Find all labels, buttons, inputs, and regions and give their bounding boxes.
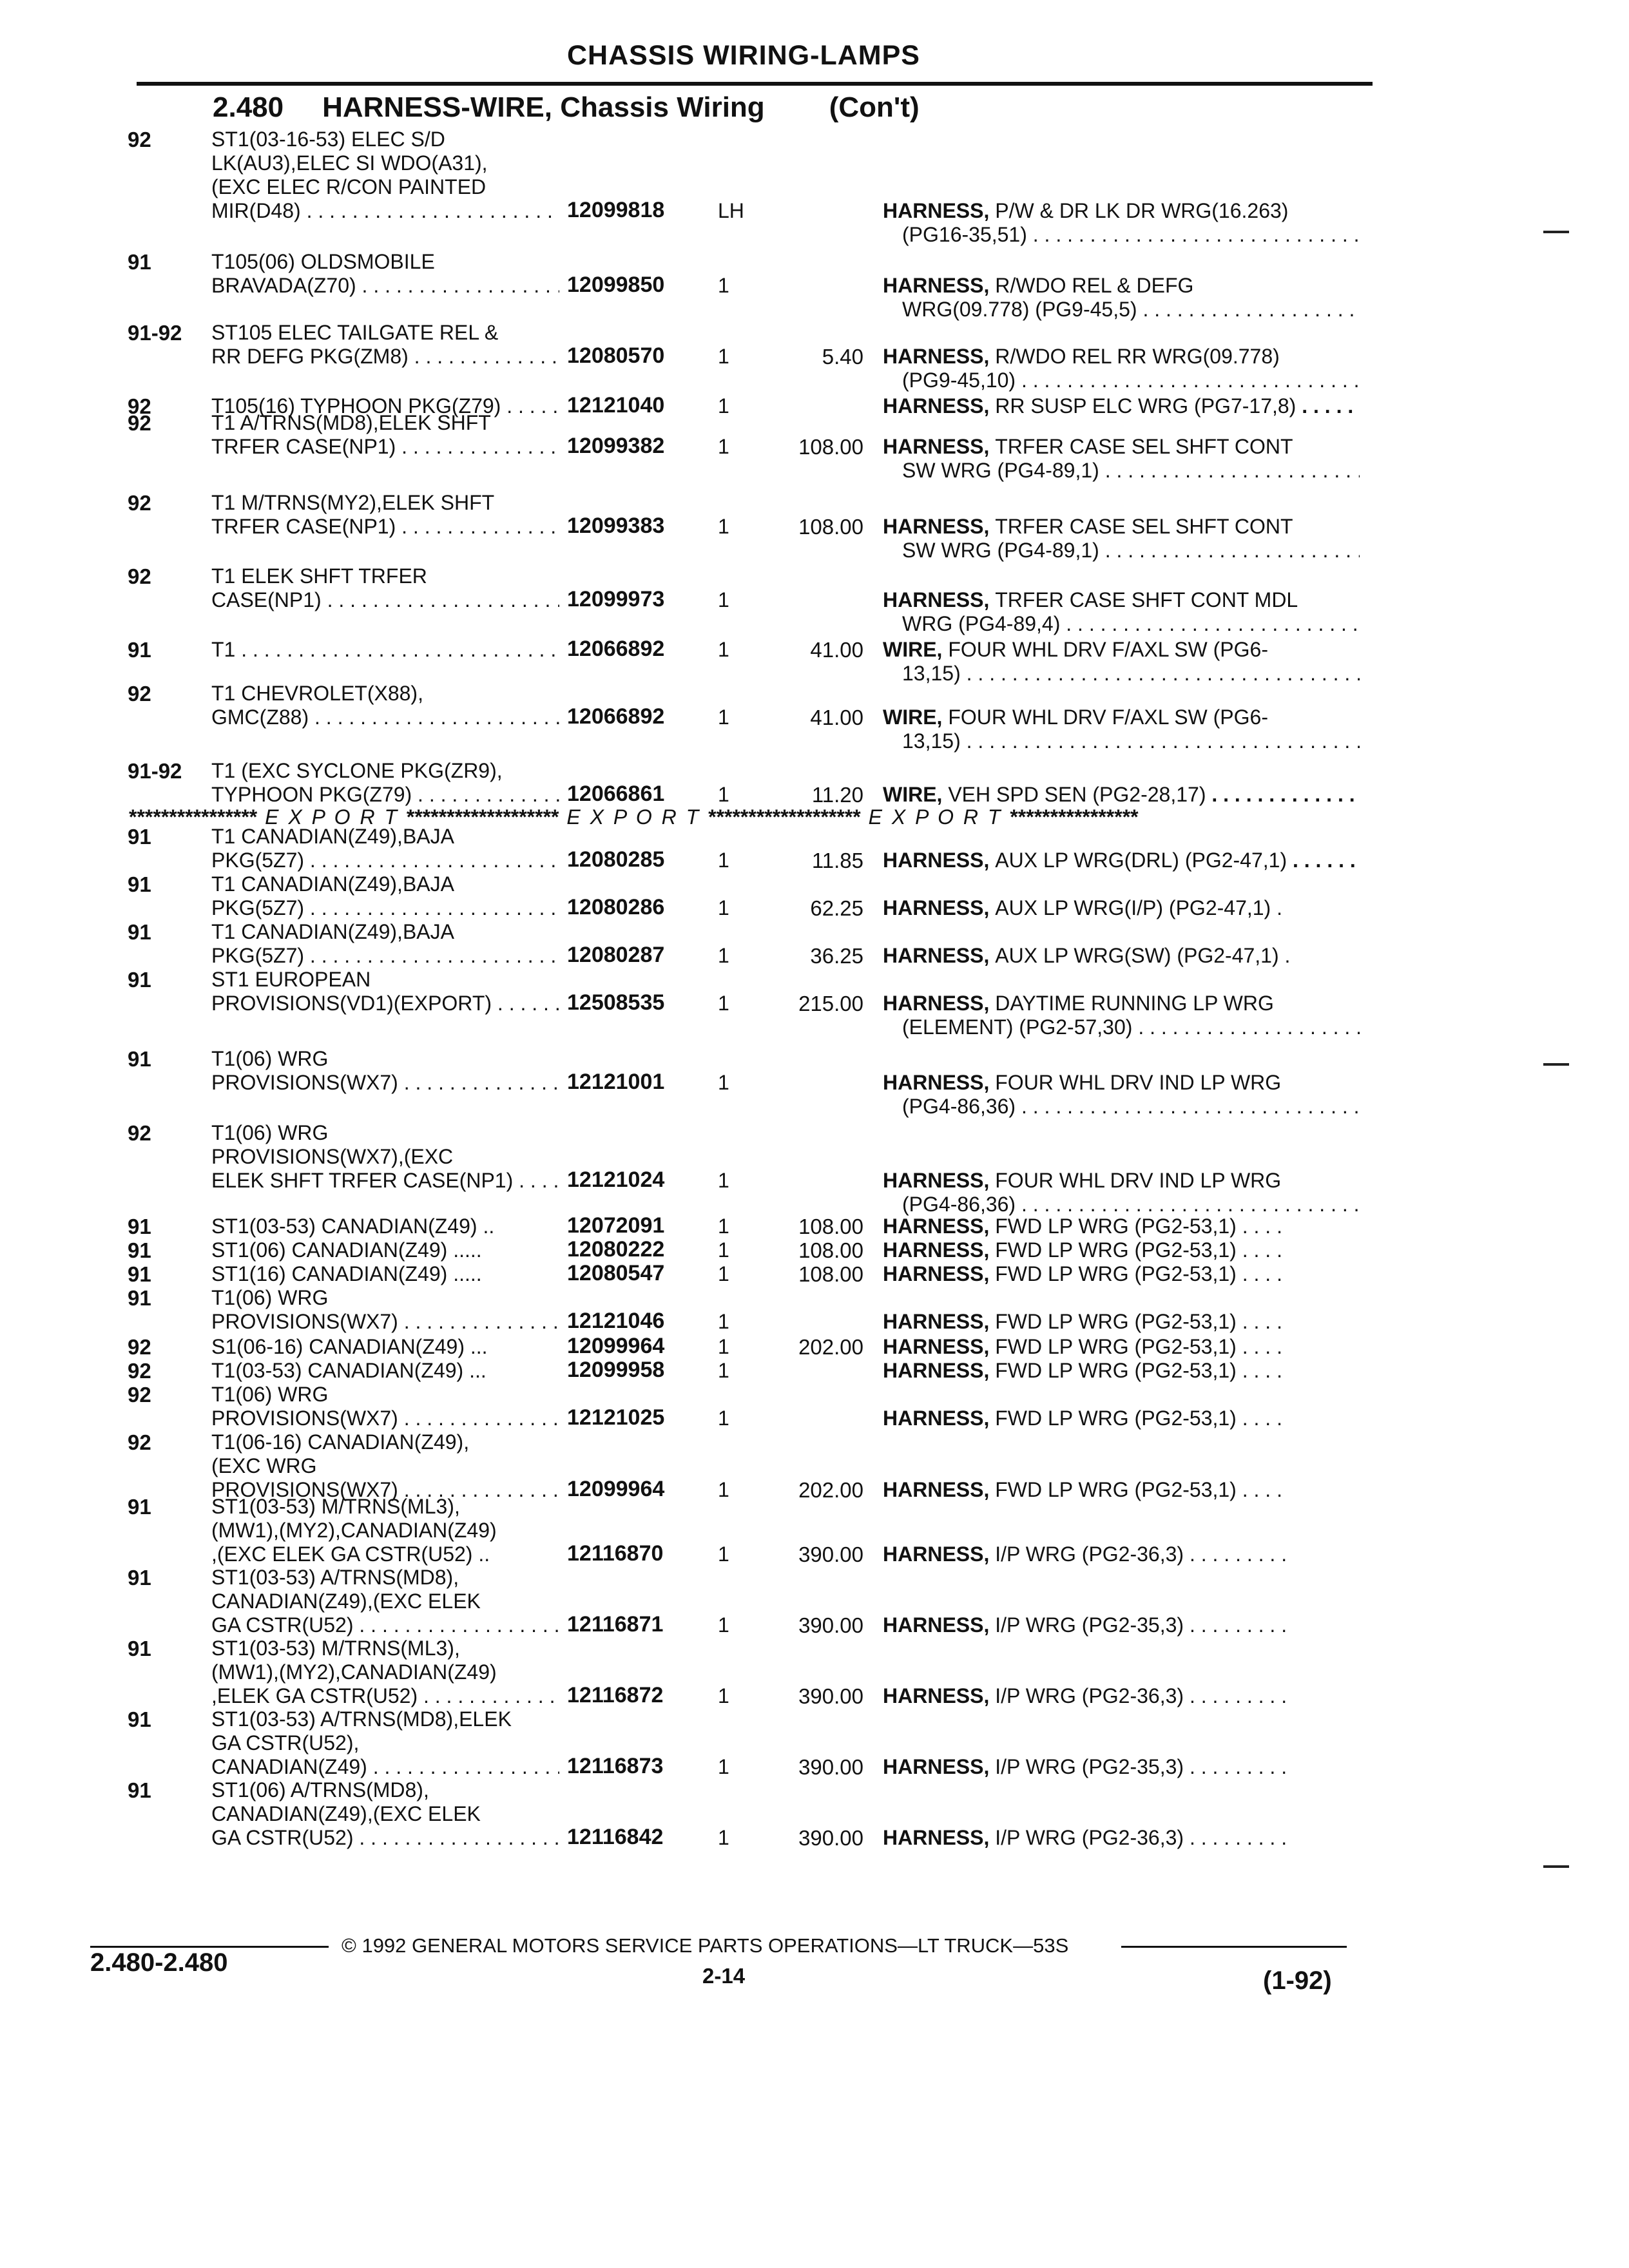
usage-description: GA CSTR(U52), xyxy=(211,1731,360,1754)
usage-description: ST1 EUROPEAN xyxy=(211,968,371,991)
part-name xyxy=(883,944,1360,967)
part-number: 12121001 xyxy=(567,1070,665,1094)
part-type: HARNESS, xyxy=(883,435,990,458)
export-label: E X P O R T xyxy=(868,805,1003,829)
usage-description: ST1(03-53) M/TRNS(ML3), xyxy=(211,1637,460,1660)
model-year: 92 xyxy=(128,1335,151,1359)
usage-description: T1(06) WRG xyxy=(211,1383,329,1406)
part-detail-continued: (PG4-86,36) . . . xyxy=(883,1193,1360,1216)
usage-description: S1(06-16) CANADIAN(Z49) ... xyxy=(211,1335,488,1358)
usage-description: ST1(16) CANADIAN(Z49) ..... xyxy=(211,1262,482,1285)
part-number: 12072091 xyxy=(567,1213,665,1238)
part-type: WIRE, xyxy=(883,706,943,729)
quantity: 1 xyxy=(718,515,729,538)
usage-description: MIR(D48) . . . xyxy=(211,199,559,222)
part-name xyxy=(883,199,1360,222)
part-name xyxy=(883,1407,1360,1430)
quantity: 1 xyxy=(718,345,729,368)
part-detail: P/W & DR LK DR WRG(16.263) xyxy=(995,199,1289,222)
quantity: 1 xyxy=(718,1262,729,1285)
part-type: HARNESS, xyxy=(883,1169,990,1192)
part-name xyxy=(883,992,1360,1015)
part-name xyxy=(883,1826,1360,1849)
usage-description: GMC(Z88) . . . xyxy=(211,706,559,729)
list-price: 390.00 xyxy=(798,1684,863,1708)
part-detail: FWD LP WRG (PG2-53,1) . . . . xyxy=(995,1359,1282,1382)
list-price: 202.00 xyxy=(798,1335,863,1359)
part-number: 12080287 xyxy=(567,943,665,967)
list-price: 41.00 xyxy=(810,706,863,729)
list-price: 108.00 xyxy=(798,1238,863,1262)
quantity: 1 xyxy=(718,435,729,458)
usage-description: ST1(03-53) A/TRNS(MD8),ELEK xyxy=(211,1707,512,1731)
part-name xyxy=(883,1755,1360,1778)
part-detail: RR SUSP ELC WRG (PG7-17,8) xyxy=(995,394,1296,418)
list-price: 108.00 xyxy=(798,435,863,459)
part-type: HARNESS, xyxy=(883,515,990,538)
model-year: 92 xyxy=(128,491,151,515)
part-number: 12066861 xyxy=(567,782,665,806)
part-name xyxy=(883,706,1360,729)
part-type: WIRE, xyxy=(883,638,943,661)
part-detail: VEH SPD SEN (PG2-28,17) xyxy=(948,783,1206,806)
part-name xyxy=(883,1359,1360,1382)
list-price: 202.00 xyxy=(798,1478,863,1502)
quantity: 1 xyxy=(718,1215,729,1238)
quantity: LH xyxy=(718,199,744,222)
list-price: 36.25 xyxy=(810,944,863,968)
part-number: 12121040 xyxy=(567,393,665,418)
part-detail: TRFER CASE SEL SHFT CONT xyxy=(995,435,1293,458)
usage-description: T1(06-16) CANADIAN(Z49), xyxy=(211,1430,470,1454)
part-detail: I/P WRG (PG2-36,3) . . . . . . . . . xyxy=(995,1684,1287,1707)
part-detail: FWD LP WRG (PG2-53,1) . . . . xyxy=(995,1238,1282,1262)
model-year: 91-92 xyxy=(128,759,182,783)
part-detail: FWD LP WRG (PG2-53,1) . . . . xyxy=(995,1335,1282,1358)
part-detail: FWD LP WRG (PG2-53,1) . . . . xyxy=(995,1262,1282,1285)
model-year: 91 xyxy=(128,1215,151,1238)
model-year: 91 xyxy=(128,1707,151,1731)
header-rule xyxy=(137,82,1373,86)
part-detail: TRFER CASE SHFT CONT MDL xyxy=(995,588,1298,611)
model-year: 91 xyxy=(128,1495,151,1519)
part-type: HARNESS, xyxy=(883,1238,990,1262)
model-year: 92 xyxy=(128,1121,151,1145)
part-number: 12121024 xyxy=(567,1168,665,1192)
part-number: 12080547 xyxy=(567,1261,665,1285)
usage-description: CANADIAN(Z49),(EXC ELEK xyxy=(211,1802,481,1825)
quantity: 1 xyxy=(718,1238,729,1262)
usage-description: T1 CHEVROLET(X88), xyxy=(211,682,423,705)
model-year: 92 xyxy=(128,1383,151,1407)
usage-description: TYPHOON PKG(Z79) . . . xyxy=(211,783,559,806)
usage-description: T1 CANADIAN(Z49),BAJA xyxy=(211,920,454,943)
part-detail-continued: (ELEMENT) (PG2-57,30) . . . xyxy=(883,1015,1360,1039)
part-number: 12066892 xyxy=(567,637,665,661)
model-year: 92 xyxy=(128,682,151,706)
list-price: 215.00 xyxy=(798,992,863,1015)
part-detail-continued: SW WRG (PG4-89,1) . . . xyxy=(883,459,1360,482)
usage-description: T105(16) TYPHOON PKG(Z79) . . . xyxy=(211,394,559,418)
part-detail-continued: 13,15) . . . xyxy=(883,662,1360,685)
quantity: 1 xyxy=(718,638,729,661)
usage-description: GA CSTR(U52) . . . xyxy=(211,1613,559,1637)
part-number: 12116872 xyxy=(567,1683,664,1707)
quantity: 1 xyxy=(718,1684,729,1707)
part-name xyxy=(883,849,1360,872)
part-detail: I/P WRG (PG2-36,3) . . . . . . . . . xyxy=(995,1826,1287,1849)
part-name xyxy=(883,1478,1360,1501)
footer-rule xyxy=(90,1946,329,1948)
usage-description: ST1(06) CANADIAN(Z49) ..... xyxy=(211,1238,482,1262)
part-detail: AUX LP WRG(I/P) (PG2-47,1) . xyxy=(995,896,1282,919)
part-name xyxy=(883,435,1360,458)
model-year: 92 xyxy=(128,128,151,151)
part-name xyxy=(883,783,1360,806)
list-price: 390.00 xyxy=(798,1826,863,1850)
part-type: HARNESS, xyxy=(883,1542,990,1566)
part-detail-continued: 13,15) . . . xyxy=(883,729,1360,753)
part-number: 12116842 xyxy=(567,1825,664,1849)
part-number: 12066892 xyxy=(567,704,665,729)
part-type: HARNESS, xyxy=(883,944,990,967)
part-type: HARNESS, xyxy=(883,274,990,297)
quantity: 1 xyxy=(718,1310,729,1333)
model-year: 91 xyxy=(128,250,151,274)
list-price: 390.00 xyxy=(798,1613,863,1637)
model-year: 91 xyxy=(128,1286,151,1310)
export-stars: ******************* xyxy=(406,805,559,829)
usage-description: PKG(5Z7) . . . xyxy=(211,849,559,872)
usage-description: T1 M/TRNS(MY2),ELEK SHFT xyxy=(211,491,495,514)
margin-tick xyxy=(1543,1865,1569,1868)
part-number: 12099818 xyxy=(567,198,665,222)
part-number: 12116871 xyxy=(567,1612,664,1637)
quantity: 1 xyxy=(718,783,729,806)
part-number: 12080286 xyxy=(567,895,665,919)
part-detail: TRFER CASE SEL SHFT CONT xyxy=(995,515,1293,538)
part-type: HARNESS, xyxy=(883,588,990,611)
usage-description: T105(06) OLDSMOBILE xyxy=(211,250,435,273)
quantity: 1 xyxy=(718,274,729,297)
model-year: 91 xyxy=(128,825,151,849)
part-detail: I/P WRG (PG2-35,3) . . . . . . . . . xyxy=(995,1755,1287,1778)
list-price: 390.00 xyxy=(798,1542,863,1566)
part-type: HARNESS, xyxy=(883,1335,990,1358)
usage-description: PROVISIONS(WX7),(EXC xyxy=(211,1145,454,1168)
part-detail-continued: (PG4-86,36) . . . xyxy=(883,1095,1360,1118)
part-type: HARNESS, xyxy=(883,1071,990,1094)
model-year: 91 xyxy=(128,1262,151,1286)
usage-description: TRFER CASE(NP1) . . . xyxy=(211,435,559,458)
part-number: 12080570 xyxy=(567,343,665,368)
part-number: 12121025 xyxy=(567,1405,665,1430)
part-name xyxy=(883,638,1360,661)
usage-description: PROVISIONS(WX7) . . . xyxy=(211,1310,559,1333)
part-detail: FWD LP WRG (PG2-53,1) . . . . xyxy=(995,1215,1282,1238)
list-price: 108.00 xyxy=(798,1215,863,1238)
part-name xyxy=(883,1542,1360,1566)
section-heading xyxy=(213,91,958,124)
part-number: 12121046 xyxy=(567,1309,665,1333)
part-name xyxy=(883,1310,1360,1333)
part-name xyxy=(883,896,1360,919)
part-number: 12508535 xyxy=(567,990,665,1015)
section-number: 2.480 xyxy=(213,91,284,123)
model-year: 91 xyxy=(128,1637,151,1660)
part-name xyxy=(883,1169,1360,1192)
list-price: 108.00 xyxy=(798,515,863,539)
part-type: HARNESS, xyxy=(883,1613,990,1637)
export-stars: **************** xyxy=(129,805,258,829)
part-name xyxy=(883,274,1360,297)
quantity: 1 xyxy=(718,1826,729,1849)
model-year: 92 xyxy=(128,1359,151,1383)
usage-description: ,ELEK GA CSTR(U52) . . . xyxy=(211,1684,559,1707)
margin-tick xyxy=(1543,231,1569,233)
part-detail: AUX LP WRG(DRL) (PG2-47,1) xyxy=(995,849,1287,872)
usage-description: PROVISIONS(WX7) . . . xyxy=(211,1071,559,1094)
usage-description: T1(03-53) CANADIAN(Z49) ... xyxy=(211,1359,487,1382)
part-type: HARNESS, xyxy=(883,896,990,919)
margin-tick xyxy=(1543,1063,1569,1066)
usage-description: CANADIAN(Z49) . . . xyxy=(211,1755,559,1778)
part-detail-continued: (PG9-45,10) . . . xyxy=(883,369,1360,392)
part-type: HARNESS, xyxy=(883,1262,990,1285)
part-detail: FWD LP WRG (PG2-53,1) . . . . xyxy=(995,1478,1282,1501)
part-detail: R/WDO REL RR WRG(09.778) xyxy=(995,345,1280,368)
part-number: 12099383 xyxy=(567,514,665,538)
part-detail: AUX LP WRG(SW) (PG2-47,1) . xyxy=(995,944,1291,967)
part-number: 12116873 xyxy=(567,1754,664,1778)
quantity: 1 xyxy=(718,706,729,729)
usage-description: ,(EXC ELEK GA CSTR(U52) .. xyxy=(211,1542,490,1566)
quantity: 1 xyxy=(718,1478,729,1501)
quantity: 1 xyxy=(718,1407,729,1430)
export-stars: **************** xyxy=(1010,805,1139,829)
part-name xyxy=(883,588,1360,611)
part-detail-continued: SW WRG (PG4-89,1) . . . xyxy=(883,539,1360,562)
part-name xyxy=(883,345,1360,368)
part-name xyxy=(883,1684,1360,1707)
part-number: 12099382 xyxy=(567,434,665,458)
usage-description: RR DEFG PKG(ZM8) . . . xyxy=(211,345,559,368)
part-name xyxy=(883,1613,1360,1637)
usage-description: T1 CANADIAN(Z49),BAJA xyxy=(211,825,454,848)
part-type: HARNESS, xyxy=(883,1407,990,1430)
usage-description: (MW1),(MY2),CANADIAN(Z49) xyxy=(211,1519,497,1542)
usage-description: PKG(5Z7) . . . xyxy=(211,896,559,919)
part-type: HARNESS, xyxy=(883,394,990,418)
part-detail: FOUR WHL DRV F/AXL SW (PG6- xyxy=(948,706,1268,729)
model-year: 91 xyxy=(128,872,151,896)
usage-description: BRAVADA(Z70) . . . xyxy=(211,274,559,297)
part-detail: FOUR WHL DRV F/AXL SW (PG6- xyxy=(948,638,1268,661)
part-name xyxy=(883,1335,1360,1358)
usage-description: GA CSTR(U52) . . . xyxy=(211,1826,559,1849)
usage-description: ST1(03-16-53) ELEC S/D xyxy=(211,128,445,151)
model-year: 92 xyxy=(128,1430,151,1454)
footer-copyright: © 1992 GENERAL MOTORS SERVICE PARTS OPERATIONS—LT TRUCK—53S xyxy=(342,1934,1069,1957)
model-year: 91-92 xyxy=(128,321,182,345)
usage-description: (EXC ELEC R/CON PAINTED xyxy=(211,175,487,198)
quantity: 1 xyxy=(718,394,729,418)
usage-description: T1 (EXC SYCLONE PKG(ZR9), xyxy=(211,759,503,782)
usage-description: ST1(03-53) A/TRNS(MD8), xyxy=(211,1566,459,1589)
part-type: HARNESS, xyxy=(883,345,990,368)
part-detail: FWD LP WRG (PG2-53,1) . . . . xyxy=(995,1310,1282,1333)
part-number: 12080222 xyxy=(567,1237,665,1262)
part-name xyxy=(883,394,1360,418)
usage-description: PKG(5Z7) . . . xyxy=(211,944,559,967)
usage-description: LK(AU3),ELEC SI WDO(A31), xyxy=(211,151,488,175)
usage-description: ST1(06) A/TRNS(MD8), xyxy=(211,1778,429,1802)
export-label: E X P O R T xyxy=(566,805,701,829)
part-detail: FWD LP WRG (PG2-53,1) . . . . xyxy=(995,1407,1282,1430)
model-year: 91 xyxy=(128,1778,151,1802)
usage-description: T1 A/TRNS(MD8),ELEK SHFT xyxy=(211,411,491,434)
footer-rule xyxy=(1121,1946,1347,1948)
model-year: 91 xyxy=(128,638,151,662)
usage-description: ELEK SHFT TRFER CASE(NP1) . . . xyxy=(211,1169,559,1192)
part-number: 12080285 xyxy=(567,847,665,872)
part-name xyxy=(883,1215,1360,1238)
export-label: E X P O R T xyxy=(265,805,399,829)
part-type: HARNESS, xyxy=(883,1755,990,1778)
usage-description: T1(06) WRG xyxy=(211,1047,329,1070)
quantity: 1 xyxy=(718,588,729,611)
usage-description: T1 ELEK SHFT TRFER xyxy=(211,564,427,588)
export-stars: ******************* xyxy=(708,805,861,829)
usage-description: ST1(03-53) CANADIAN(Z49) .. xyxy=(211,1215,495,1238)
quantity: 1 xyxy=(718,992,729,1015)
part-type: HARNESS, xyxy=(883,1310,990,1333)
part-type: HARNESS, xyxy=(883,1478,990,1501)
quantity: 1 xyxy=(718,849,729,872)
page-title: CHASSIS WIRING-LAMPS xyxy=(567,40,920,71)
usage-description: CASE(NP1) . . . xyxy=(211,588,559,611)
section-name: HARNESS-WIRE, Chassis Wiring xyxy=(322,91,765,123)
usage-description: CANADIAN(Z49),(EXC ELEK xyxy=(211,1590,481,1613)
part-name xyxy=(883,1071,1360,1094)
model-year: 91 xyxy=(128,1566,151,1590)
part-detail-continued: WRG(09.778) (PG9-45,5) . . . xyxy=(883,298,1360,321)
list-price: 390.00 xyxy=(798,1755,863,1779)
part-type: HARNESS, xyxy=(883,992,990,1015)
usage-description: T1(06) WRG xyxy=(211,1286,329,1309)
usage-description: PROVISIONS(WX7) . . . xyxy=(211,1407,559,1430)
part-detail: R/WDO REL & DEFG xyxy=(995,274,1194,297)
part-number: 12099973 xyxy=(567,587,665,611)
part-type: HARNESS, xyxy=(883,199,990,222)
export-marker xyxy=(129,805,1366,831)
part-number: 12099958 xyxy=(567,1358,665,1382)
part-type: HARNESS, xyxy=(883,1359,990,1382)
part-name xyxy=(883,1238,1360,1262)
part-name xyxy=(883,1262,1360,1285)
quantity: 1 xyxy=(718,1613,729,1637)
usage-description: PROVISIONS(VD1)(EXPORT) . . . . xyxy=(211,992,559,1015)
quantity: 1 xyxy=(718,1071,729,1094)
list-price: 11.20 xyxy=(811,783,863,807)
page-number: 2-14 xyxy=(702,1964,746,1988)
part-type: HARNESS, xyxy=(883,1826,990,1849)
footer-date: (1-92) xyxy=(1263,1966,1332,1995)
model-year: 91 xyxy=(128,968,151,992)
model-year: 92 xyxy=(128,394,151,418)
quantity: 1 xyxy=(718,896,729,919)
part-number: 12116870 xyxy=(567,1541,664,1566)
model-year: 91 xyxy=(128,920,151,944)
part-type: WIRE, xyxy=(883,783,943,806)
usage-description: PROVISIONS(WX7) . . . xyxy=(211,1478,559,1501)
section-continued: (Con't) xyxy=(829,91,920,123)
model-year: 91 xyxy=(128,1047,151,1071)
part-detail-continued: WRG (PG4-89,4) . . . xyxy=(883,612,1360,635)
quantity: 1 xyxy=(718,1169,729,1192)
part-detail: FOUR WHL DRV IND LP WRG xyxy=(995,1169,1282,1192)
usage-description: T1 . . . xyxy=(211,638,559,661)
list-price: 41.00 xyxy=(810,638,863,662)
part-detail: I/P WRG (PG2-36,3) . . . . . . . . . xyxy=(995,1542,1287,1566)
quantity: 1 xyxy=(718,1755,729,1778)
model-year: 92 xyxy=(128,564,151,588)
part-detail: DAYTIME RUNNING LP WRG xyxy=(995,992,1274,1015)
usage-description: ST1(03-53) M/TRNS(ML3), xyxy=(211,1495,460,1518)
part-number: 12099964 xyxy=(567,1334,665,1358)
model-year: 92 xyxy=(128,411,151,435)
footer-section-range: 2.480-2.480 xyxy=(90,1948,228,1977)
part-type: HARNESS, xyxy=(883,1215,990,1238)
usage-description: T1(06) WRG xyxy=(211,1121,329,1144)
quantity: 1 xyxy=(718,1335,729,1358)
part-detail-continued: (PG16-35,51) . . . xyxy=(883,223,1360,246)
usage-description: T1 CANADIAN(Z49),BAJA xyxy=(211,872,454,896)
quantity: 1 xyxy=(718,1359,729,1382)
usage-description: ST105 ELEC TAILGATE REL & xyxy=(211,321,499,344)
part-name xyxy=(883,515,1360,538)
part-detail: FOUR WHL DRV IND LP WRG xyxy=(995,1071,1282,1094)
quantity: 1 xyxy=(718,1542,729,1566)
list-price: 62.25 xyxy=(810,896,863,920)
list-price: 11.85 xyxy=(811,849,863,872)
part-detail: I/P WRG (PG2-35,3) . . . . . . . . . xyxy=(995,1613,1287,1637)
part-number: 12099964 xyxy=(567,1477,665,1501)
quantity: 1 xyxy=(718,944,729,967)
model-year: 91 xyxy=(128,1238,151,1262)
part-type: HARNESS, xyxy=(883,1684,990,1707)
usage-description: (EXC WRG xyxy=(211,1454,317,1477)
usage-description: TRFER CASE(NP1) . . . xyxy=(211,515,559,538)
list-price: 108.00 xyxy=(798,1262,863,1286)
usage-description: (MW1),(MY2),CANADIAN(Z49) xyxy=(211,1660,497,1684)
list-price: 5.40 xyxy=(822,345,863,369)
part-number: 12099850 xyxy=(567,273,665,297)
part-type: HARNESS, xyxy=(883,849,990,872)
